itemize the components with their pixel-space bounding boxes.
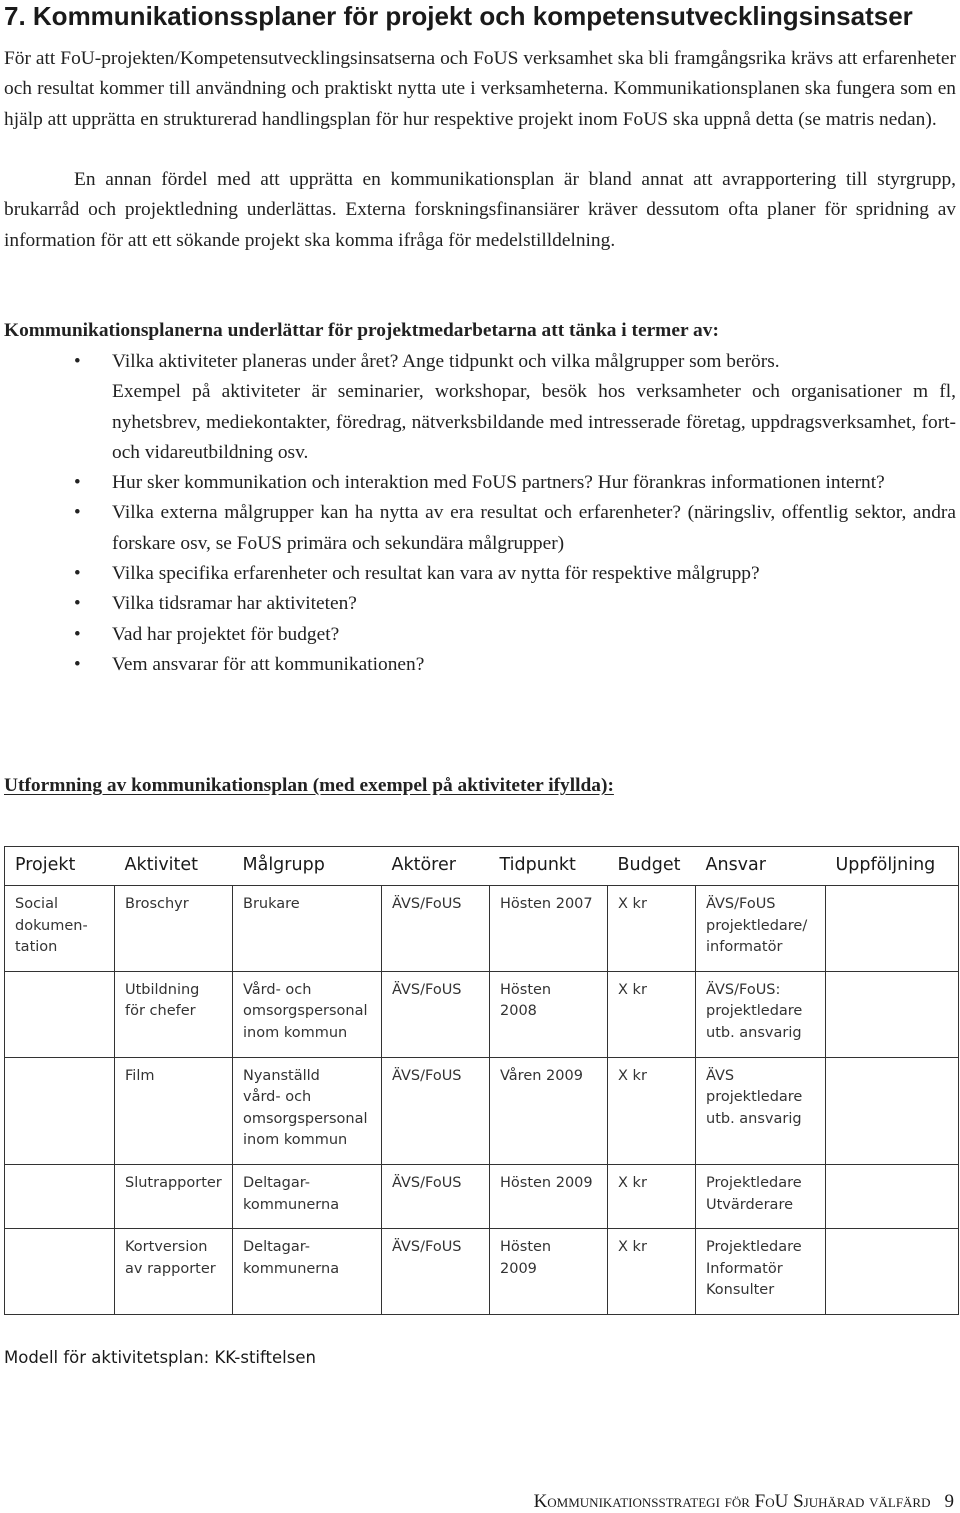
second-paragraph: En annan fördel med att upprätta en kommunikationsplan är bland annat att avrapportering till styrgrupp, brukarråd och projektledning underlättas. Externa forskningsfinansiärer kräver dessutom ofta planer för spridning av information för att ett sökande projekt ska komma ifråga för medelstilldelning.: [4, 169, 956, 251]
bullet-text: Vilka externa målgrupper kan ha nytta av era resultat och erfarenheter? (näringsliv, offentlig sektor, andra forskare osv, se FoUS primära och sekundära målgrupper): [112, 502, 956, 554]
bullet-text: Vad har projektet för budget?: [112, 623, 340, 645]
bullet-dot-icon: •: [74, 593, 81, 615]
table-header-cell: Aktivitet: [115, 847, 233, 886]
table-cell: ÄVS/FoUS: [382, 1229, 490, 1315]
table-cell: X kr: [608, 971, 696, 1057]
table-cell: ÄVS/FoUS: [382, 1057, 490, 1164]
table-row: [5, 1057, 959, 1164]
bullet-text: Vilka tidsramar har aktiviteten?: [112, 593, 357, 615]
bullet-item: [0, 347, 960, 468]
table-cell: Deltagar- kommunerna: [233, 1164, 382, 1228]
table-header-cell: Tidpunkt: [490, 847, 608, 886]
page-number: 9: [944, 1491, 954, 1512]
table-cell: X kr: [608, 1229, 696, 1315]
table-cell: Hösten 2007: [490, 886, 608, 972]
page-footer: [534, 1491, 954, 1513]
table-cell: Hösten 2009: [490, 1229, 608, 1315]
table-cell: X kr: [608, 1057, 696, 1164]
table-cell: ÄVS/FoUS: [382, 886, 490, 972]
model-caption: Modell för aktivitetsplan: KK-stiftelsen: [4, 1348, 316, 1367]
table-cell: ÄVS/FoUS: projektledare utb. ansvarig: [696, 971, 826, 1057]
table-row: [5, 971, 959, 1057]
communication-plan-table: [4, 846, 959, 1315]
bullet-dot-icon: •: [74, 502, 81, 524]
table-cell: Våren 2009: [490, 1057, 608, 1164]
bullet-item: [0, 559, 960, 589]
table-cell: Deltagar- kommunerna: [233, 1229, 382, 1315]
bullet-item: [0, 498, 960, 559]
table-row: [5, 1164, 959, 1228]
table-cell: [826, 1057, 959, 1164]
table-header-cell: Uppföljning: [826, 847, 959, 886]
bullet-text: Vilka aktiviteter planeras under året? Ange tidpunkt och vilka målgrupper som berörs.: [112, 351, 780, 372]
footer-title: Kommunikationsstrategi för FoU Sjuhärad välfärd: [533, 1491, 931, 1512]
table-cell: ÄVS/FoUS projektledare/ informatör: [696, 886, 826, 972]
bullet-text: Vilka specifika erfarenheter och resultat kan vara av nytta för respektive målgrupp?: [112, 563, 760, 585]
table-cell: [826, 1229, 959, 1315]
table-cell: Hösten 2009: [490, 1164, 608, 1228]
table-cell: [826, 971, 959, 1057]
bullet-item: [0, 650, 960, 680]
table-header-cell: Ansvar: [696, 847, 826, 886]
table-cell: Film: [115, 1057, 233, 1164]
bullet-text: Vem ansvarar för att kommunikationen?: [112, 653, 425, 675]
table-cell: [5, 1057, 115, 1164]
bullet-dot-icon: •: [74, 653, 81, 675]
table-cell: Utbildning för chefer: [115, 971, 233, 1057]
table-cell: [826, 1164, 959, 1228]
table-cell: X kr: [608, 1164, 696, 1228]
section-heading: 7. Kommunikationssplaner för projekt och kompetensutvecklingsinsatser: [4, 1, 913, 31]
bullet-item: [0, 620, 960, 650]
bullet-item: [0, 468, 960, 498]
table-row: [5, 1229, 959, 1315]
table-cell: Nyanställd vård- och omsorgspersonal inom kommun: [233, 1057, 382, 1164]
bullet-dot-icon: •: [74, 563, 81, 585]
bullet-extra-text: Exempel på aktiviteter är seminarier, workshopar, besök hos verksamheter och organisationer m fl, nyhetsbrev, mediekontakter, föredrag, nätverksbildande med intresserade företag, uppdragsverksamhet, fort- och vidareutbildning osv.: [112, 381, 956, 463]
table-cell: Projektledare Informatör Konsulter: [696, 1229, 826, 1315]
table-header-cell: Projekt: [5, 847, 115, 886]
table-cell: [5, 971, 115, 1057]
table-cell: Hösten 2008: [490, 971, 608, 1057]
table-cell: [826, 886, 959, 972]
table-cell: Broschyr: [115, 886, 233, 972]
table-cell: [5, 1229, 115, 1315]
table-cell: Projektledare Utvärderare: [696, 1164, 826, 1228]
table-row: [5, 886, 959, 972]
bullet-list: [0, 347, 960, 680]
intro-paragraph: För att FoU-projekten/Kompetensutvecklingsinsatserna och FoUS verksamhet ska bli framgångsrika krävs att erfarenheter och resultat kommer till användning och praktiskt nytta ute i verksamheterna. Kommunikationsplanen ska fungera som en hjälp att upprätta en strukturerad handlingsplan för hur respektive projekt inom FoUS ska uppnå detta (se matris nedan).: [4, 48, 956, 130]
table-cell: ÄVS projektledare utb. ansvarig: [696, 1057, 826, 1164]
bullet-text: Hur sker kommunikation och interaktion med FoUS partners? Hur förankras informationen internt?: [112, 472, 885, 494]
table-header-cell: Aktörer: [382, 847, 490, 886]
table-cell: Social dokumen- tation: [5, 886, 115, 972]
bullet-dot-icon: •: [74, 351, 81, 372]
table-header-cell: Budget: [608, 847, 696, 886]
table-cell: Kortversion av rapporter: [115, 1229, 233, 1315]
table-cell: ÄVS/FoUS: [382, 971, 490, 1057]
table-cell: Vård- och omsorgspersonal inom kommun: [233, 971, 382, 1057]
table-heading: Utformning av kommunikationsplan (med exempel på aktiviteter ifyllda):: [4, 775, 614, 796]
table-cell: [5, 1164, 115, 1228]
bullet-dot-icon: •: [74, 472, 81, 494]
table-cell: ÄVS/FoUS: [382, 1164, 490, 1228]
table-cell: Slutrapporter: [115, 1164, 233, 1228]
table-header-cell: Målgrupp: [233, 847, 382, 886]
table-cell: Brukare: [233, 886, 382, 972]
bullet-list-heading: Kommunikationsplanerna underlättar för projektmedarbetarna att tänka i termer av:: [4, 320, 719, 341]
bullet-dot-icon: •: [74, 623, 81, 645]
table-cell: X kr: [608, 886, 696, 972]
bullet-item: [0, 589, 960, 619]
